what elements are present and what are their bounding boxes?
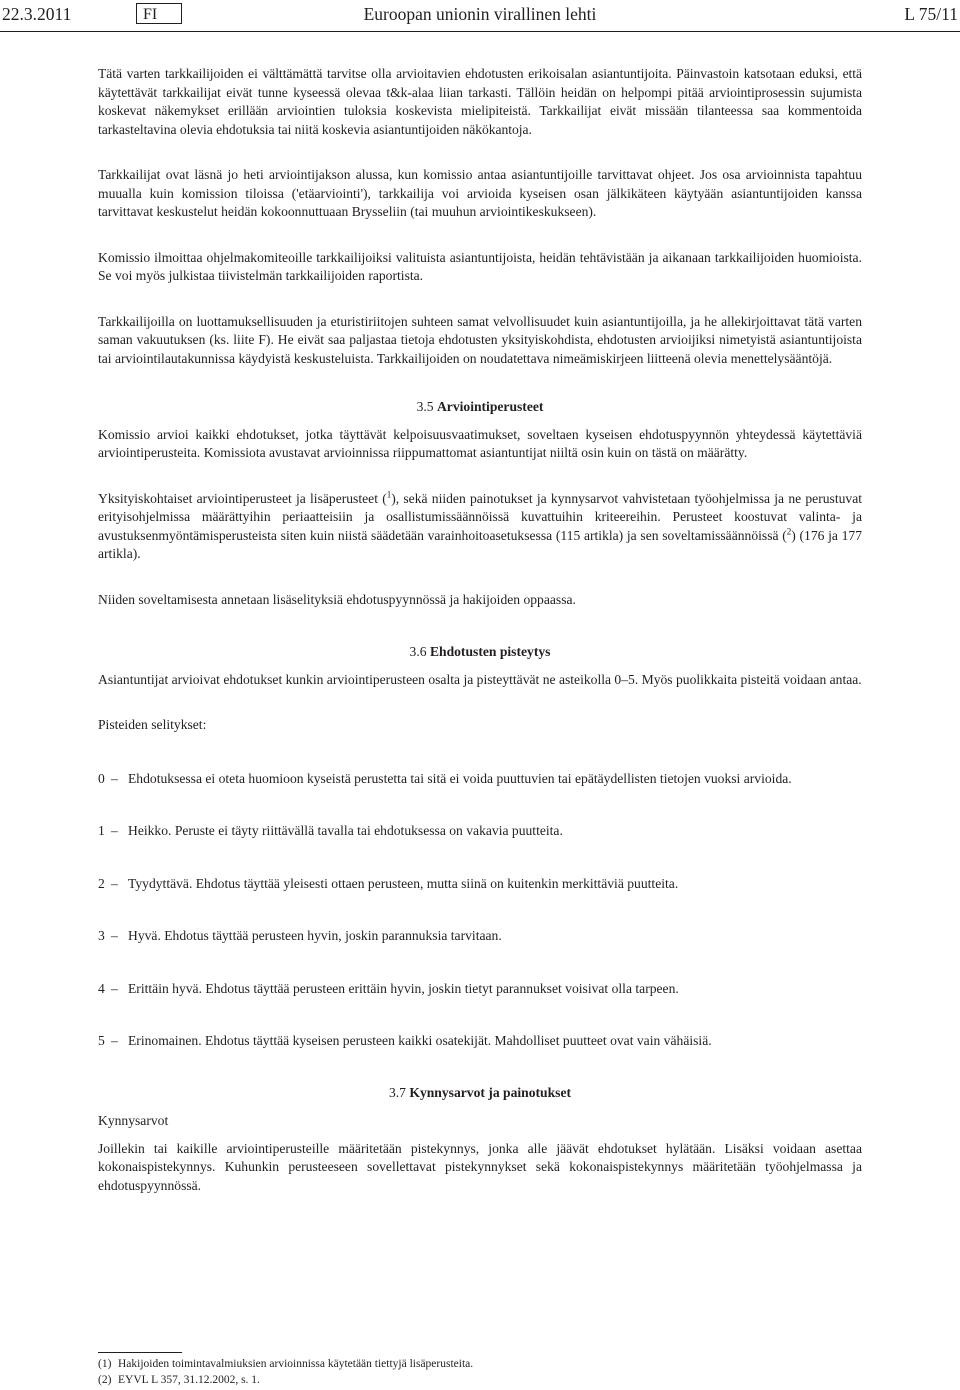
paragraph-observers-presence: Tarkkailijat ovat läsnä jo heti arviointijakson alussa, kun komissio antaa asiantuntijoille tarvittavat ohjeet. Jos osa arvioinnista tapahtuu muualla kuin komission tiloissa ('etäarviointi'), tarkkailija voi arvioida kyseisen osan jälkikäteen käytyään asiantuntijoiden kanssa tarvittavat keskustelut heidän kokoonnuttuaan Brysseliin (tai muuhun arviointikeskukseen). <box>98 167 862 219</box>
score-description: Hyvä. Ehdotus täyttää perusteen hyvin, joskin parannuksia tarvitaan. <box>128 928 502 943</box>
page-header <box>0 0 960 28</box>
score-dash: – <box>111 823 118 838</box>
section-heading-3-5 <box>98 398 862 417</box>
score-description: Tyydyttävä. Ehdotus täyttää yleisesti ottaen perusteen, mutta siinä on kuitenkin merkittäviä puutteita. <box>128 875 679 891</box>
publication-date: 22.3.2011 <box>2 4 72 24</box>
header-rule <box>0 31 960 32</box>
list-item <box>98 1032 862 1051</box>
footnotes <box>98 1356 862 1388</box>
page-number: L 75/11 <box>904 4 958 24</box>
score-list <box>98 770 862 1051</box>
section-number: 3.7 <box>388 1084 406 1100</box>
document-body <box>98 65 862 1222</box>
list-item <box>98 927 862 946</box>
score-dash: – <box>111 1033 118 1048</box>
score-value: 1 <box>98 823 105 838</box>
footnote <box>98 1372 862 1388</box>
score-description: Erinomainen. Ehdotus täyttää kyseisen perusteen kaikki osatekijät. Mahdolliset puutteet ovat vain vähäisiä. <box>128 1033 712 1048</box>
footnote-number: (2) <box>98 1374 112 1386</box>
score-description: Erittäin hyvä. Ehdotus täyttää perusteen erittäin hyvin, joskin tietyt parannukset voisivat olla tarpeen. <box>128 980 679 996</box>
section-heading-3-7 <box>98 1084 862 1103</box>
score-value: 5 <box>98 1033 105 1048</box>
paragraph-score-explanations: Pisteiden selitykset: <box>98 717 207 732</box>
footnote-ref-2: 2 <box>786 525 792 536</box>
paragraph-detailed-criteria <box>98 490 862 564</box>
score-dash: – <box>111 875 118 891</box>
score-value: 3 <box>98 928 105 943</box>
paragraph-evaluation-criteria: Komissio arvioi kaikki ehdotukset, jotka täyttävät kelpoisuusvaatimukset, soveltaen kyseisen ehdotuspyynnön yhteydessä käytettäviä arviointiperusteita. Komissiota avustavat arvioinnissa riippumattomat asiantuntijat niiltä osin kuin on tästä on määrätty. <box>98 426 862 460</box>
list-item <box>98 770 862 789</box>
subheading-thresholds: Kynnysarvot <box>98 1113 169 1128</box>
score-dash: – <box>111 770 118 786</box>
score-dash: – <box>111 980 118 996</box>
score-value: 0 <box>98 770 105 786</box>
score-value: 2 <box>98 875 105 891</box>
journal-title: Euroopan unionin virallinen lehti <box>363 4 597 24</box>
paragraph-thresholds: Joillekin tai kaikille arviointiperusteille määritetään pistekynnys, jonka alle jäävät ehdotukset hylätään. Lisäksi voidaan asettaa kokonaispistekynnys. Kuhunkin perusteeseen sovellettavat pistekynnykset sekä kokonaispistekynnys määritetään työohjelmassa ja ehdotuspyynnössä. <box>98 1140 862 1193</box>
text-segment: ) (176 ja 177 artikla). <box>98 527 863 561</box>
score-description: Ehdotuksessa ei oteta huomioon kyseistä perustetta tai sitä ei voida puuttuvien tai epätäydellisten tietojen vuoksi arvioida. <box>128 770 792 786</box>
paragraph-clarifications: Niiden soveltamisesta annetaan lisäselityksiä ehdotuspyynnössä ja hakijoiden oppaassa. <box>98 591 576 607</box>
section-title: Arviointiperusteet <box>436 399 544 414</box>
text-segment: Yksityiskohtaiset arviointiperusteet ja lisäperusteet ( <box>98 490 387 506</box>
footnote-rule <box>98 1352 182 1353</box>
list-item <box>98 875 862 894</box>
list-item <box>98 822 862 841</box>
section-number: 3.6 <box>409 644 427 659</box>
score-dash: – <box>111 928 118 943</box>
paragraph-observers-confidentiality: Tarkkailijoilla on luottamuksellisuuden ja eturistiriitojen suhteen samat velvollisuudet kuin asiantuntijoilla, ja he allekirjoittavat tätä varten saman vakuutuksen (ks. liite F). He eivät saa paljastaa tietoja ehdotusten yksityiskohdista, ehdotusten arvioijiksi nimetyistä asiantuntijoista tai arviointilautakunnissa käydyistä keskusteluista. Tarkkailijoiden on noudatettava nimeämiskirjeen liitteenä olevia menettelysääntöjä. <box>98 313 862 366</box>
text-segment: ), sekä niiden painotukset ja kynnysarvot vahvistetaan työohjelmissa ja ne perustuvat erityisohjelmissa määrättyihin periaatteisiin ja osallistumissäännöissä kuvattuihin kriteereihin. Perusteet koostuvat valinta- ja avustuksenmyöntämisperusteista siten kuin niistä säädetään varainhoitoasetuksessa (115 artikla) ja sen soveltamissäännöissä ( <box>98 490 863 543</box>
section-heading-3-6 <box>98 643 862 662</box>
footnote-text: EYVL L 357, 31.12.2002, s. 1. <box>118 1374 260 1386</box>
paragraph-observers-reporting: Komissio ilmoittaa ohjelmakomiteoille tarkkailijoiksi valituista asiantuntijoista, heidän tehtävistään ja aikanaan tarkkailijoiden huomioista. Se voi myös julkistaa tiivistelmän tarkkailijoiden raportista. <box>98 249 862 283</box>
footnote-text: Hakijoiden toimintavalmiuksien arvioinnissa käytetään tiettyjä lisäperusteita. <box>118 1358 474 1370</box>
footnote-ref-1: 1 <box>386 488 392 499</box>
footnote <box>98 1356 862 1372</box>
section-number: 3.5 <box>416 399 434 414</box>
score-value: 4 <box>98 980 105 996</box>
footnote-number: (1) <box>98 1358 112 1370</box>
section-title: Ehdotusten pisteytys <box>429 644 551 659</box>
paragraph-observers-expertise: Tätä varten tarkkailijoiden ei välttämättä tarvitse olla arvioitavien ehdotusten erikoisalan asiantuntijoita. Päinvastoin katsotaan eduksi, että käytettävät tarkkailijat eivät tunne kyseessä olevaa t&k-alaa liian tarkasti. Tällöin heidän on helpompi pitää arviointiprosessin sujumista koskevat näkemykset erillään arviointien tuloksia koskevista mielipiteistä. Tarkkailijat eivät missään tilanteessa saa kommentoida tarkasteltavina olevia ehdotuksia tai niitä koskevia asiantuntijoiden näkökantoja. <box>98 66 862 137</box>
score-description: Heikko. Peruste ei täyty riittävällä tavalla tai ehdotuksessa on vakavia puutteita. <box>128 823 563 838</box>
paragraph-scoring: Asiantuntijat arvioivat ehdotukset kunkin arviointiperusteen osalta ja pisteyttävät ne asteikolla 0–5. Myös puolikkaita pisteitä voidaan antaa. <box>98 671 862 687</box>
section-title: Kynnysarvot ja painotukset <box>409 1084 572 1100</box>
language-code-box: FI <box>136 3 182 24</box>
list-item <box>98 980 862 999</box>
